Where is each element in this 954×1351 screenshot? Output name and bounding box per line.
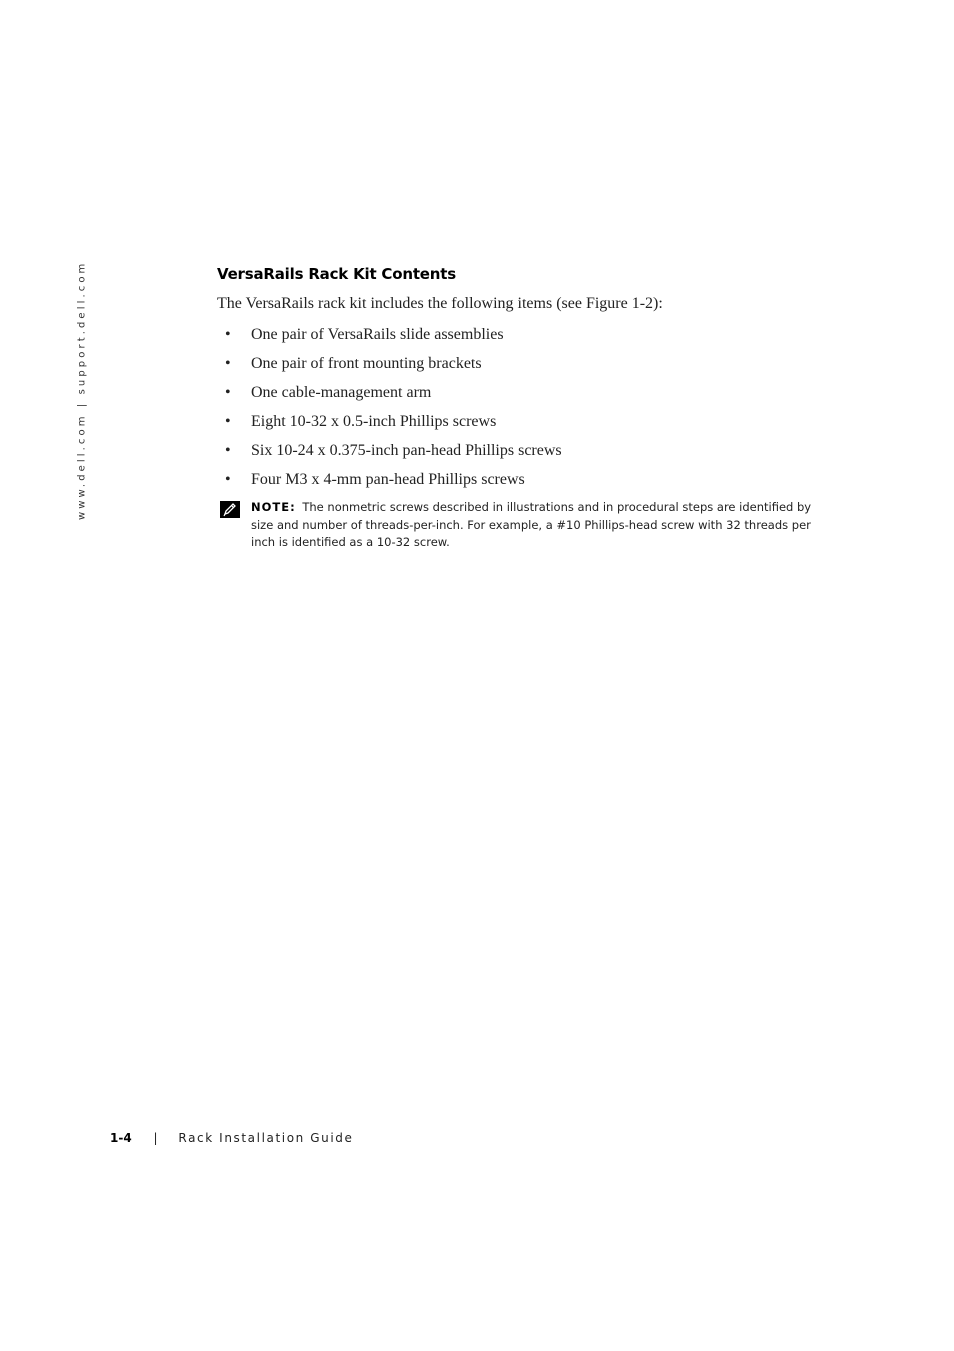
list-item-text: Six 10-24 x 0.375-inch pan-head Phillips screws <box>251 442 562 459</box>
bullet-icon: • <box>225 355 231 372</box>
note-label: NOTE: <box>251 500 296 514</box>
pencil-note-icon <box>220 501 240 518</box>
sidebar-url-text: www.dell.com | support.dell.com <box>76 260 88 520</box>
page-number: 1-4 <box>110 1131 132 1145</box>
intro-paragraph: The VersaRails rack kit includes the following items (see Figure 1-2): <box>217 295 663 312</box>
note-text-block <box>251 499 826 552</box>
note-text: The nonmetric screws described in illustrations and in procedural steps are identified by size and number of threads-per-inch. For example, a #10 Phillips-head screw with 32 threads per inch is identified as a 10-32 screw. <box>251 500 812 549</box>
bullet-icon: • <box>225 413 231 430</box>
document-title: Rack Installation Guide <box>178 1131 354 1145</box>
bullet-icon: • <box>225 442 231 459</box>
footer-separator: | <box>153 1131 158 1145</box>
list-item-text: One pair of VersaRails slide assemblies <box>251 326 504 343</box>
list-item-text: One pair of front mounting brackets <box>251 355 482 372</box>
list-item-text: One cable-management arm <box>251 384 432 401</box>
page-footer <box>110 1131 354 1145</box>
bullet-icon: • <box>225 326 231 343</box>
list-item-text: Eight 10-32 x 0.5-inch Phillips screws <box>251 413 497 430</box>
bullet-icon: • <box>225 471 231 488</box>
section-heading: VersaRails Rack Kit Contents <box>217 265 456 283</box>
bullet-icon: • <box>225 384 231 401</box>
list-item-text: Four M3 x 4-mm pan-head Phillips screws <box>251 471 525 488</box>
